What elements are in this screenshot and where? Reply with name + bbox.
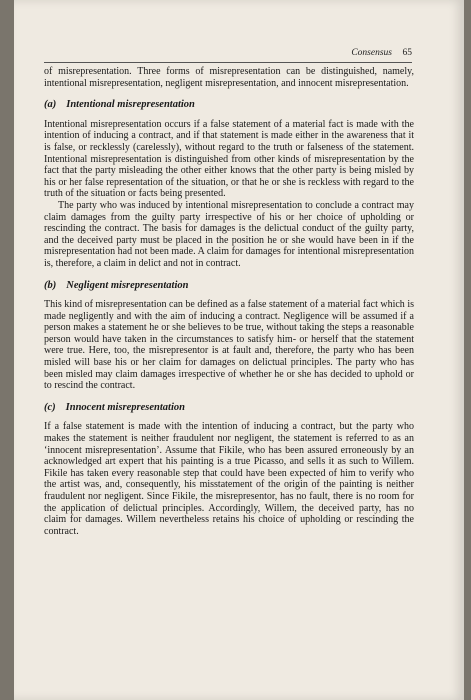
section-heading-innocent: [44, 402, 414, 414]
intro-paragraph: of misrepresentation. Three forms of misrepresentation can be distinguished, namely, intentional misrepresentation, negligent misrepresentation, and innocent misrepresentation.: [44, 66, 414, 89]
section-title: Intentional misrepresentation: [66, 99, 195, 111]
page-body: [44, 66, 414, 537]
paragraph: The party who was induced by intentional misrepresentation to conclude a contract may claim damages from the guilty party irrespective of his or her choice of upholding or rescinding the contract. The basis for damages is the delictual conduct of the guilty party, and the deceived party must be placed in the position he or she would have been in if the misrepresentation had not been made. A claim for damages for intentional misrepresentation is, therefore, a claim in delict and not in contract.: [44, 199, 414, 269]
paragraph: Intentional misrepresentation occurs if a false statement of a material fact is made with the intention of inducing a contract, and if that statement is made either in the awareness that it is false, or recklessly (carelessly), without regard to the truth or falseness of the statement. Intentional misrepresentation is distinguished from other kinds of misrepresentation by the fact that the party misleading the other either knows that the other party is being misled by his or her false representation of the situation, or that he or she is reckless with regard to the truth of the situation or facts being presented.: [44, 118, 414, 200]
section-title: Innocent misrepresentation: [65, 401, 185, 413]
section-label: (c): [44, 401, 56, 413]
paragraph: If a false statement is made with the intention of inducing a contract, but the party who makes the statement is neither fraudulent nor negligent, the statement is referred to as an ‘innocent misrepresentation’. Assume that Fikile, who has been assured erroneously by an acknowledged art expert that his painting is a true Picasso, and sells it as such to Willem. Fikile has taken every reasonable step that could have been expected of him to verify who the artist was, and, consequently, his misstatement of the origin of the painting is neither fraudulent nor negligent. Since Fikile, the misrepresentor, has no fault, there is no room for the application of delictual principles. Accordingly, Willem, the deceived party, has no claim for damages. Willem nevertheless retains his choice of upholding or rescinding the contract.: [44, 421, 414, 537]
paragraph: This kind of misrepresentation can be defined as a false statement of a material fact which is made negligently and with the aim of inducing a contract. Negligence will be assumed if a person makes a statement he or she believes to be true, without taking the steps a reasonable person would have taken in the circumstances to satisfy him- or herself that the statement were true. Here, too, the misrepresentor is at fault and, therefore, the party who has been misled will base his or her claim for damages on delictual principles. The party who has been misled may claim damages irrespective of whether he or she has decided to uphold or to rescind the contract.: [44, 299, 414, 392]
page-number: 65: [402, 48, 412, 58]
running-title: Consensus: [351, 48, 392, 58]
section-label: (b): [44, 279, 57, 291]
section-title: Negligent misrepresentation: [66, 279, 189, 291]
book-page: [14, 0, 464, 700]
section-heading-negligent: [44, 280, 414, 292]
running-header: [44, 48, 412, 63]
section-heading-intentional: [44, 99, 414, 111]
section-label: (a): [44, 99, 57, 111]
